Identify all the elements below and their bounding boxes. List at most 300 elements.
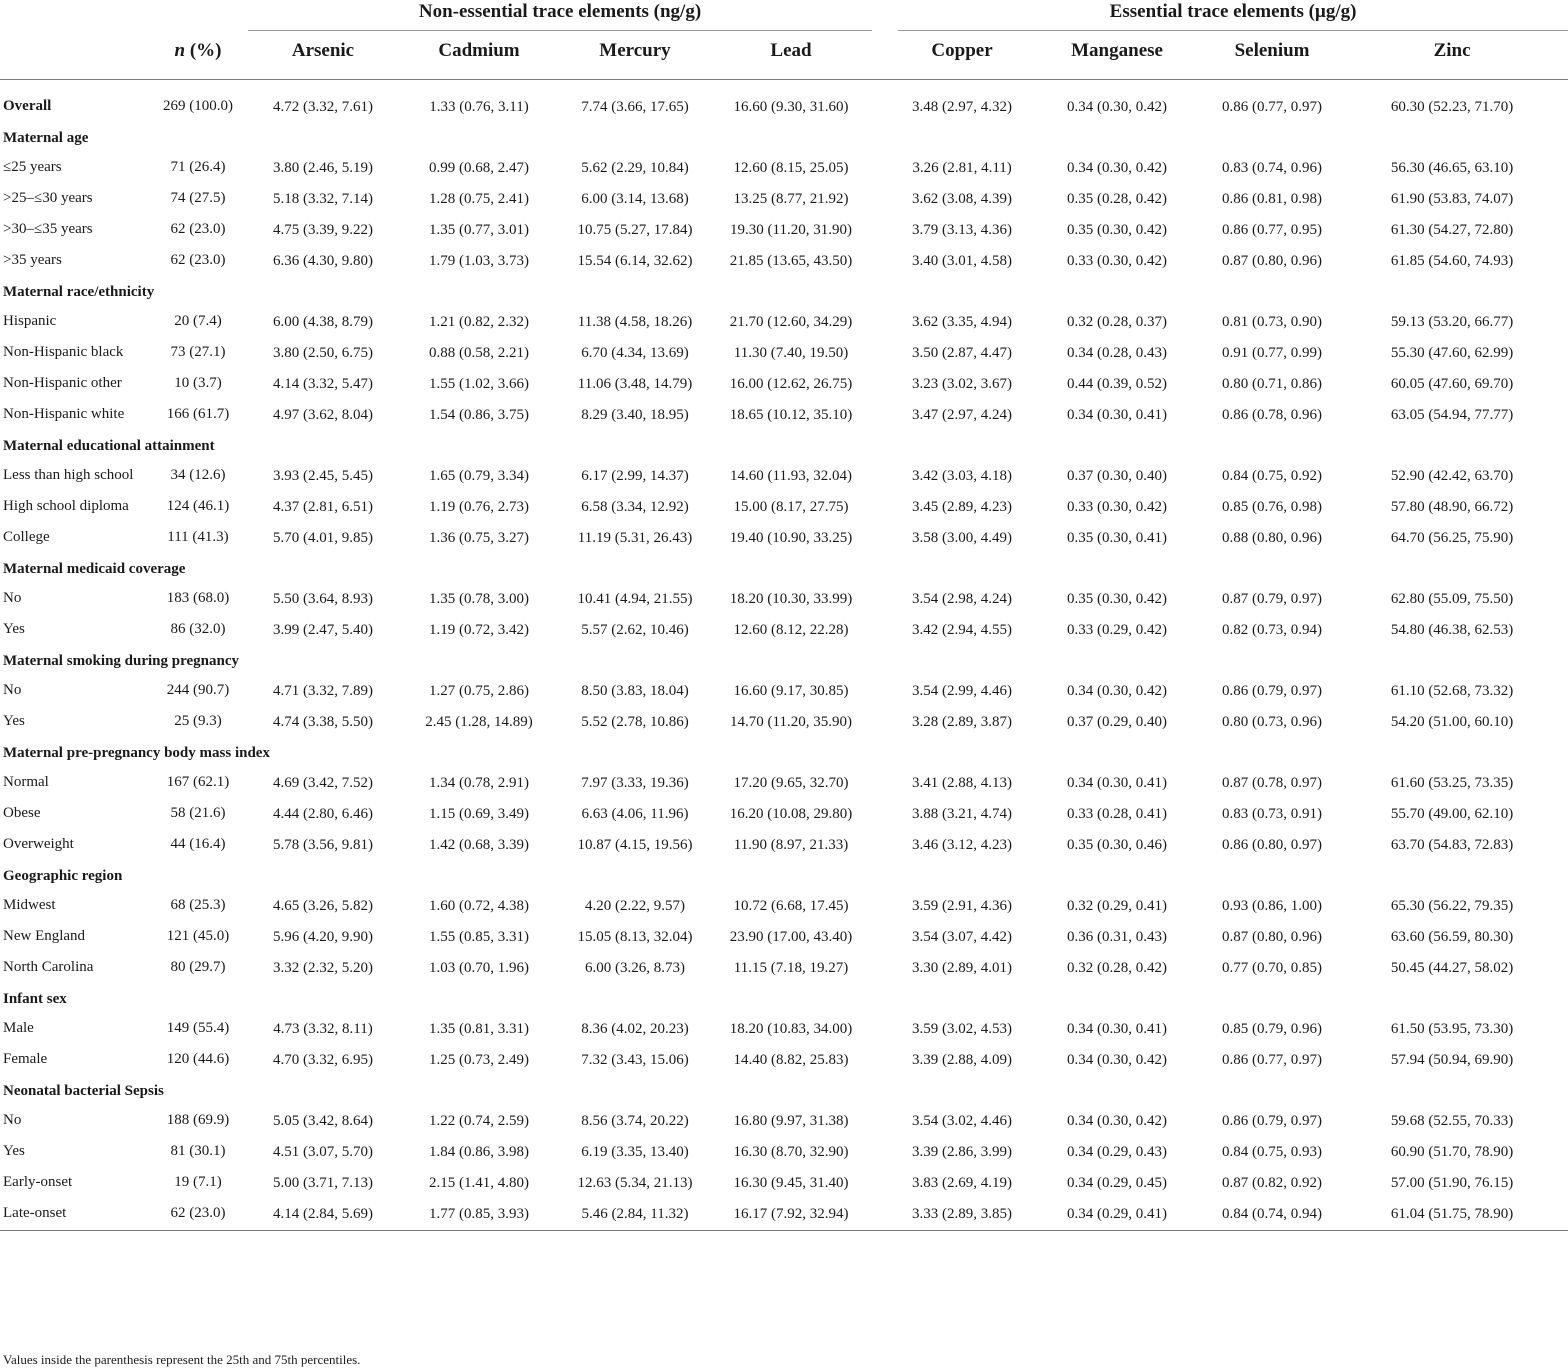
table-row xyxy=(0,922,1568,953)
table-row xyxy=(0,400,1568,431)
value-cell-selenium: 0.86 (0.77, 0.95) xyxy=(1222,222,1323,238)
value-cell-zinc: 59.13 (53.20, 66.77) xyxy=(1390,314,1514,330)
value-cell-cadmium: 1.03 (0.70, 1.96) xyxy=(429,960,529,976)
column-header-selenium: Selenium xyxy=(1208,31,1336,80)
table-row xyxy=(0,953,1568,984)
value-cell-cadmium: 1.19 (0.76, 2.73) xyxy=(429,499,529,515)
value-cell-manganese: 0.34 (0.30, 0.41) xyxy=(1067,407,1168,423)
value-cell-arsenic: 4.37 (2.81, 6.51) xyxy=(273,499,373,515)
value-cell-manganese: 0.35 (0.30, 0.42) xyxy=(1067,222,1168,238)
column-spacer xyxy=(872,615,898,646)
value-cell-manganese: 0.34 (0.30, 0.42) xyxy=(1067,99,1168,115)
column-header-cadmium: Cadmium xyxy=(398,31,560,80)
value-cell-selenium: 0.80 (0.71, 0.86) xyxy=(1222,376,1323,392)
value-cell-copper: 3.54 (3.02, 4.46) xyxy=(912,1113,1013,1129)
value-cell-manganese: 0.35 (0.30, 0.41) xyxy=(1067,530,1168,546)
row-label: >30–≤35 years xyxy=(3,221,93,237)
value-cell-arsenic: 4.69 (3.42, 7.52) xyxy=(273,775,373,791)
column-spacer xyxy=(872,246,898,277)
value-cell-copper: 3.59 (3.02, 4.53) xyxy=(912,1021,1013,1037)
value-cell-selenium: 0.88 (0.80, 0.96) xyxy=(1222,530,1323,546)
value-cell-copper: 3.62 (3.08, 4.39) xyxy=(912,191,1013,207)
n-percent-cell: 25 (9.3) xyxy=(174,713,222,729)
value-cell-mercury: 7.74 (3.66, 17.65) xyxy=(581,99,689,115)
n-percent-cell: 120 (44.6) xyxy=(166,1051,230,1067)
value-cell-mercury: 6.70 (4.34, 13.69) xyxy=(581,345,689,361)
section-title: Maternal pre-pregnancy body mass index xyxy=(3,745,270,761)
value-cell-cadmium: 1.55 (1.02, 3.66) xyxy=(429,376,529,392)
column-spacer xyxy=(872,1014,898,1045)
value-cell-zinc: 50.45 (44.27, 58.02) xyxy=(1390,960,1514,976)
table-row xyxy=(0,492,1568,523)
section-title: Infant sex xyxy=(3,991,67,1007)
table-row xyxy=(0,461,1568,492)
value-cell-manganese: 0.34 (0.28, 0.43) xyxy=(1067,345,1168,361)
value-cell-lead: 13.25 (8.77, 21.92) xyxy=(733,191,849,207)
value-cell-zinc: 61.04 (51.75, 78.90) xyxy=(1336,1199,1568,1231)
column-spacer xyxy=(872,369,898,400)
section-header-row xyxy=(0,277,1568,307)
value-cell-manganese: 0.35 (0.30, 0.46) xyxy=(1067,837,1168,853)
column-spacer xyxy=(872,338,898,369)
value-cell-zinc: 63.60 (56.59, 80.30) xyxy=(1390,929,1514,945)
n-percent-cell: 183 (68.0) xyxy=(166,590,230,606)
group-header-essential: Essential trace elements (µg/g) xyxy=(898,0,1568,31)
value-cell-zinc: 62.80 (55.09, 75.50) xyxy=(1390,591,1514,607)
value-cell-cadmium: 1.84 (0.86, 3.98) xyxy=(429,1144,529,1160)
value-cell-mercury: 6.19 (3.35, 13.40) xyxy=(581,1144,689,1160)
table-row xyxy=(0,584,1568,615)
table-row xyxy=(0,1014,1568,1045)
section-header-row xyxy=(0,554,1568,584)
value-cell-lead: 12.60 (8.12, 22.28) xyxy=(733,622,849,638)
row-label: Late-onset xyxy=(0,1199,148,1231)
table-row xyxy=(0,615,1568,646)
n-percent-cell: 244 (90.7) xyxy=(166,682,230,698)
value-cell-cadmium: 1.33 (0.76, 3.11) xyxy=(429,99,529,115)
value-cell-manganese: 0.33 (0.29, 0.42) xyxy=(1067,622,1168,638)
value-cell-copper: 3.33 (2.89, 3.85) xyxy=(898,1199,1026,1231)
value-cell-copper: 3.88 (3.21, 4.74) xyxy=(912,806,1013,822)
column-spacer xyxy=(872,215,898,246)
row-label: Midwest xyxy=(3,897,56,913)
value-cell-arsenic: 4.14 (3.32, 5.47) xyxy=(273,376,373,392)
value-cell-copper: 3.42 (2.94, 4.55) xyxy=(912,622,1013,638)
value-cell-mercury: 10.41 (4.94, 21.55) xyxy=(577,591,693,607)
value-cell-manganese: 0.35 (0.30, 0.42) xyxy=(1067,591,1168,607)
value-cell-copper: 3.30 (2.89, 4.01) xyxy=(912,960,1013,976)
value-cell-selenium: 0.87 (0.80, 0.96) xyxy=(1222,253,1323,269)
value-cell-zinc: 55.70 (49.00, 62.10) xyxy=(1390,806,1514,822)
section-title: Neonatal bacterial Sepsis xyxy=(3,1083,164,1099)
table-row xyxy=(0,1106,1568,1137)
value-cell-lead: 14.40 (8.82, 25.83) xyxy=(733,1052,849,1068)
value-cell-cadmium: 1.79 (1.03, 3.73) xyxy=(429,253,529,269)
row-label: High school diploma xyxy=(3,498,129,514)
value-cell-cadmium: 1.55 (0.85, 3.31) xyxy=(429,929,529,945)
row-label: No xyxy=(3,1112,22,1128)
value-cell-mercury: 8.36 (4.02, 20.23) xyxy=(581,1021,689,1037)
value-cell-zinc: 56.30 (46.65, 63.10) xyxy=(1390,160,1514,176)
value-cell-arsenic: 4.65 (3.26, 5.82) xyxy=(273,898,373,914)
value-cell-lead: 11.15 (7.18, 19.27) xyxy=(733,960,849,976)
value-cell-mercury: 10.75 (5.27, 17.84) xyxy=(577,222,693,238)
n-percent-cell: 62 (23.0) xyxy=(170,252,226,268)
value-cell-selenium: 0.86 (0.77, 0.97) xyxy=(1222,99,1323,115)
row-label: Yes xyxy=(3,621,25,637)
value-cell-manganese: 0.33 (0.30, 0.42) xyxy=(1067,499,1168,515)
value-cell-manganese: 0.44 (0.39, 0.52) xyxy=(1067,376,1168,392)
value-cell-cadmium: 1.22 (0.74, 2.59) xyxy=(429,1113,529,1129)
column-spacer xyxy=(872,400,898,431)
value-cell-mercury: 10.87 (4.15, 19.56) xyxy=(577,837,693,853)
value-cell-mercury: 4.20 (2.22, 9.57) xyxy=(585,898,685,914)
n-percent-cell: 73 (27.1) xyxy=(170,344,226,360)
value-cell-selenium: 0.86 (0.79, 0.97) xyxy=(1222,683,1323,699)
value-cell-copper: 3.54 (2.98, 4.24) xyxy=(912,591,1013,607)
row-label: Early-onset xyxy=(3,1174,73,1190)
value-cell-copper: 3.62 (3.35, 4.94) xyxy=(912,314,1013,330)
section-title: Maternal smoking during pregnancy xyxy=(3,653,239,669)
row-label: Non-Hispanic black xyxy=(3,344,124,360)
n-percent-cell: 149 (55.4) xyxy=(166,1020,230,1036)
value-cell-zinc: 61.60 (53.25, 73.35) xyxy=(1390,775,1514,791)
n-percent-cell: 20 (7.4) xyxy=(174,313,222,329)
value-cell-zinc: 61.10 (52.68, 73.32) xyxy=(1390,683,1514,699)
value-cell-mercury: 5.57 (2.62, 10.46) xyxy=(581,622,689,638)
n-percent-cell: 44 (16.4) xyxy=(170,836,226,852)
value-cell-copper: 3.50 (2.87, 4.47) xyxy=(912,345,1013,361)
n-percent-cell: 166 (61.7) xyxy=(166,406,230,422)
n-percent-cell: 74 (27.5) xyxy=(170,190,226,206)
value-cell-zinc: 63.05 (54.94, 77.77) xyxy=(1390,407,1514,423)
value-cell-mercury: 11.06 (3.48, 14.79) xyxy=(577,376,693,392)
n-percent-cell: 71 (26.4) xyxy=(170,159,226,175)
value-cell-selenium: 0.85 (0.79, 0.96) xyxy=(1222,1021,1323,1037)
table-row xyxy=(0,80,1568,124)
value-cell-lead: 17.20 (9.65, 32.70) xyxy=(733,775,849,791)
value-cell-mercury: 12.63 (5.34, 21.13) xyxy=(577,1175,693,1191)
value-cell-lead: 18.65 (10.12, 35.10) xyxy=(729,407,853,423)
value-cell-selenium: 0.84 (0.75, 0.92) xyxy=(1222,468,1323,484)
row-label: ≤25 years xyxy=(3,159,62,175)
value-cell-arsenic: 4.74 (3.38, 5.50) xyxy=(273,714,373,730)
value-cell-arsenic: 6.36 (4.30, 9.80) xyxy=(273,253,373,269)
table-row xyxy=(0,153,1568,184)
value-cell-arsenic: 5.78 (3.56, 9.81) xyxy=(273,837,373,853)
row-label: Male xyxy=(3,1020,34,1036)
value-cell-arsenic: 3.80 (2.50, 6.75) xyxy=(273,345,373,361)
value-cell-copper: 3.26 (2.81, 4.11) xyxy=(912,160,1012,176)
value-cell-arsenic: 5.00 (3.71, 7.13) xyxy=(273,1175,373,1191)
value-cell-zinc: 61.85 (54.60, 74.93) xyxy=(1390,253,1514,269)
value-cell-manganese: 0.34 (0.30, 0.42) xyxy=(1067,1113,1168,1129)
n-percent-cell: 167 (62.1) xyxy=(166,774,230,790)
value-cell-mercury: 6.00 (3.26, 8.73) xyxy=(585,960,685,976)
row-label: New England xyxy=(3,928,86,944)
value-cell-lead: 16.00 (12.62, 26.75) xyxy=(729,376,853,392)
row-label: No xyxy=(3,682,22,698)
value-cell-lead: 18.20 (10.30, 33.99) xyxy=(729,591,853,607)
value-cell-arsenic: 4.72 (3.32, 7.61) xyxy=(273,99,373,115)
value-cell-selenium: 0.87 (0.80, 0.96) xyxy=(1222,929,1323,945)
value-cell-lead: 16.30 (8.70, 32.90) xyxy=(733,1144,849,1160)
row-label: >35 years xyxy=(3,252,62,268)
value-cell-arsenic: 4.51 (3.07, 5.70) xyxy=(273,1144,373,1160)
value-cell-mercury: 5.52 (2.78, 10.86) xyxy=(581,714,689,730)
row-label: Yes xyxy=(3,713,25,729)
value-cell-zinc: 57.94 (50.94, 69.90) xyxy=(1390,1052,1514,1068)
value-cell-copper: 3.42 (3.03, 4.18) xyxy=(912,468,1013,484)
value-cell-cadmium: 1.54 (0.86, 3.75) xyxy=(429,407,529,423)
table-row xyxy=(0,891,1568,922)
value-cell-cadmium: 0.88 (0.58, 2.21) xyxy=(429,345,529,361)
n-percent-cell: 121 (45.0) xyxy=(166,928,230,944)
column-header-zinc: Zinc xyxy=(1336,31,1568,80)
value-cell-mercury: 8.29 (3.40, 18.95) xyxy=(581,407,689,423)
value-cell-manganese: 0.32 (0.29, 0.41) xyxy=(1067,898,1168,914)
header-column-row xyxy=(0,31,1568,80)
value-cell-cadmium: 1.77 (0.85, 3.93) xyxy=(398,1199,560,1231)
value-cell-arsenic: 3.99 (2.47, 5.40) xyxy=(273,622,373,638)
value-cell-cadmium: 1.19 (0.72, 3.42) xyxy=(429,622,529,638)
value-cell-mercury: 6.00 (3.14, 13.68) xyxy=(581,191,689,207)
section-header-row xyxy=(0,123,1568,153)
value-cell-manganese: 0.34 (0.30, 0.42) xyxy=(1067,1052,1168,1068)
column-spacer xyxy=(872,184,898,215)
value-cell-arsenic: 3.32 (2.32, 5.20) xyxy=(273,960,373,976)
section-title: Geographic region xyxy=(3,868,123,884)
n-percent-cell: 111 (41.3) xyxy=(167,529,229,545)
value-cell-selenium: 0.86 (0.79, 0.97) xyxy=(1222,1113,1323,1129)
value-cell-arsenic: 5.50 (3.64, 8.93) xyxy=(273,591,373,607)
n-percent-cell: 188 (69.9) xyxy=(166,1112,230,1128)
row-label: Hispanic xyxy=(3,313,57,329)
n-percent-cell: 10 (3.7) xyxy=(174,375,222,391)
column-header-mercury: Mercury xyxy=(560,31,710,80)
column-header-copper: Copper xyxy=(898,31,1026,80)
value-cell-copper: 3.28 (2.89, 3.87) xyxy=(912,714,1013,730)
value-cell-lead: 16.60 (9.30, 31.60) xyxy=(733,99,849,115)
table-row xyxy=(0,215,1568,246)
table-row xyxy=(0,768,1568,799)
column-spacer xyxy=(872,1045,898,1076)
value-cell-selenium: 0.86 (0.81, 0.98) xyxy=(1222,191,1323,207)
value-cell-lead: 11.30 (7.40, 19.50) xyxy=(733,345,849,361)
table-row xyxy=(0,523,1568,554)
value-cell-mercury: 8.50 (3.83, 18.04) xyxy=(581,683,689,699)
value-cell-manganese: 0.37 (0.29, 0.40) xyxy=(1067,714,1168,730)
value-cell-selenium: 0.82 (0.73, 0.94) xyxy=(1222,622,1323,638)
column-spacer xyxy=(872,768,898,799)
table-row xyxy=(0,676,1568,707)
value-cell-selenium: 0.84 (0.75, 0.93) xyxy=(1222,1144,1323,1160)
row-label: Normal xyxy=(3,774,49,790)
group-header-nonessential: Non-essential trace elements (ng/g) xyxy=(248,0,872,31)
value-cell-zinc: 54.20 (51.00, 60.10) xyxy=(1390,714,1514,730)
value-cell-cadmium: 1.35 (0.81, 3.31) xyxy=(429,1021,529,1037)
value-cell-manganese: 0.34 (0.30, 0.41) xyxy=(1067,775,1168,791)
column-spacer xyxy=(872,1106,898,1137)
value-cell-cadmium: 0.99 (0.68, 2.47) xyxy=(429,160,529,176)
column-spacer xyxy=(872,1168,898,1199)
value-cell-copper: 3.83 (2.69, 4.19) xyxy=(912,1175,1013,1191)
table-body xyxy=(0,80,1568,1231)
value-cell-lead: 21.85 (13.65, 43.50) xyxy=(729,253,853,269)
n-percent-cell: 81 (30.1) xyxy=(170,1143,226,1159)
value-cell-lead: 12.60 (8.15, 25.05) xyxy=(733,160,849,176)
value-cell-zinc: 60.30 (52.23, 71.70) xyxy=(1390,99,1514,115)
value-cell-arsenic: 6.00 (4.38, 8.79) xyxy=(273,314,373,330)
table-row xyxy=(0,830,1568,861)
n-percent-cell: 58 (21.6) xyxy=(170,805,226,821)
column-spacer xyxy=(872,922,898,953)
value-cell-mercury: 7.97 (3.33, 19.36) xyxy=(581,775,689,791)
value-cell-manganese: 0.37 (0.30, 0.40) xyxy=(1067,468,1168,484)
value-cell-arsenic: 4.97 (3.62, 8.04) xyxy=(273,407,373,423)
value-cell-manganese: 0.35 (0.28, 0.42) xyxy=(1067,191,1168,207)
value-cell-mercury: 6.63 (4.06, 11.96) xyxy=(581,806,689,822)
value-cell-manganese: 0.34 (0.29, 0.43) xyxy=(1067,1144,1168,1160)
value-cell-zinc: 61.50 (53.95, 73.30) xyxy=(1390,1021,1514,1037)
column-spacer xyxy=(872,707,898,738)
table-footnote: Values inside the parenthesis represent the 25th and 75th percentiles. xyxy=(3,1352,361,1367)
value-cell-mercury: 6.17 (2.99, 14.37) xyxy=(581,468,689,484)
row-label: College xyxy=(3,529,50,545)
value-cell-copper: 3.79 (3.13, 4.36) xyxy=(912,222,1013,238)
value-cell-selenium: 0.83 (0.73, 0.91) xyxy=(1222,806,1323,822)
column-header-lead: Lead xyxy=(710,31,872,80)
value-cell-cadmium: 1.21 (0.82, 2.32) xyxy=(429,314,529,330)
value-cell-mercury: 15.54 (6.14, 32.62) xyxy=(577,253,693,269)
value-cell-cadmium: 1.35 (0.77, 3.01) xyxy=(429,222,529,238)
value-cell-cadmium: 1.36 (0.75, 3.27) xyxy=(429,530,529,546)
value-cell-mercury: 6.58 (3.34, 12.92) xyxy=(581,499,689,515)
value-cell-arsenic: 4.73 (3.32, 8.11) xyxy=(273,1021,373,1037)
value-cell-mercury: 5.62 (2.29, 10.84) xyxy=(581,160,689,176)
column-header-arsenic: Arsenic xyxy=(248,31,398,80)
n-percent-cell: 80 (29.7) xyxy=(170,959,226,975)
column-spacer xyxy=(872,799,898,830)
value-cell-mercury: 15.05 (8.13, 32.04) xyxy=(577,929,693,945)
table-row xyxy=(0,184,1568,215)
row-label: Less than high school xyxy=(3,467,134,483)
value-cell-manganese: 0.34 (0.29, 0.41) xyxy=(1026,1199,1208,1231)
value-cell-manganese: 0.32 (0.28, 0.42) xyxy=(1067,960,1168,976)
value-cell-selenium: 0.87 (0.82, 0.92) xyxy=(1222,1175,1323,1191)
value-cell-zinc: 63.70 (54.83, 72.83) xyxy=(1390,837,1514,853)
value-cell-arsenic: 4.70 (3.32, 6.95) xyxy=(273,1052,373,1068)
value-cell-cadmium: 2.15 (1.41, 4.80) xyxy=(429,1175,529,1191)
table-row xyxy=(0,307,1568,338)
table-row xyxy=(0,369,1568,400)
value-cell-zinc: 61.90 (53.83, 74.07) xyxy=(1390,191,1514,207)
column-spacer xyxy=(872,80,898,124)
column-spacer xyxy=(872,492,898,523)
value-cell-lead: 16.60 (9.17, 30.85) xyxy=(733,683,849,699)
value-cell-cadmium: 1.60 (0.72, 4.38) xyxy=(429,898,529,914)
value-cell-lead: 15.00 (8.17, 27.75) xyxy=(733,499,849,515)
n-percent-cell: 19 (7.1) xyxy=(174,1174,222,1190)
column-spacer xyxy=(872,676,898,707)
section-title: Maternal race/ethnicity xyxy=(3,284,155,300)
value-cell-arsenic: 5.96 (4.20, 9.90) xyxy=(273,929,373,945)
value-cell-lead: 23.90 (17.00, 43.40) xyxy=(729,929,853,945)
value-cell-manganese: 0.33 (0.30, 0.42) xyxy=(1067,253,1168,269)
section-header-row xyxy=(0,646,1568,676)
value-cell-mercury: 11.38 (4.58, 18.26) xyxy=(577,314,693,330)
value-cell-lead: 19.40 (10.90, 33.25) xyxy=(729,530,853,546)
column-spacer xyxy=(872,461,898,492)
value-cell-manganese: 0.34 (0.30, 0.42) xyxy=(1067,160,1168,176)
value-cell-lead: 14.60 (11.93, 32.04) xyxy=(730,468,852,484)
value-cell-cadmium: 1.15 (0.69, 3.49) xyxy=(429,806,529,822)
value-cell-zinc: 55.30 (47.60, 62.99) xyxy=(1390,345,1514,361)
value-cell-cadmium: 1.42 (0.68, 3.39) xyxy=(429,837,529,853)
value-cell-selenium: 0.87 (0.78, 0.97) xyxy=(1222,775,1323,791)
value-cell-cadmium: 2.45 (1.28, 14.89) xyxy=(425,714,533,730)
value-cell-copper: 3.47 (2.97, 4.24) xyxy=(912,407,1013,423)
value-cell-zinc: 57.00 (51.90, 76.15) xyxy=(1390,1175,1514,1191)
row-label: Non-Hispanic white xyxy=(3,406,125,422)
section-title: Maternal medicaid coverage xyxy=(3,561,186,577)
value-cell-manganese: 0.34 (0.29, 0.45) xyxy=(1067,1175,1168,1191)
section-header-row xyxy=(0,861,1568,891)
value-cell-selenium: 0.84 (0.74, 0.94) xyxy=(1208,1199,1336,1231)
value-cell-manganese: 0.36 (0.31, 0.43) xyxy=(1067,929,1168,945)
value-cell-cadmium: 1.28 (0.75, 2.41) xyxy=(429,191,529,207)
n-percent-cell: 62 (23.0) xyxy=(170,221,226,237)
value-cell-zinc: 61.30 (54.27, 72.80) xyxy=(1390,222,1514,238)
value-cell-arsenic: 4.14 (2.84, 5.69) xyxy=(248,1199,398,1231)
row-label: Overall xyxy=(3,98,52,114)
value-cell-lead: 16.80 (9.97, 31.38) xyxy=(733,1113,849,1129)
column-spacer xyxy=(872,1199,898,1231)
value-cell-zinc: 64.70 (56.25, 75.90) xyxy=(1390,530,1514,546)
row-label: Non-Hispanic other xyxy=(3,375,122,391)
value-cell-arsenic: 5.05 (3.42, 8.64) xyxy=(273,1113,373,1129)
table-row xyxy=(0,1137,1568,1168)
value-cell-copper: 3.54 (2.99, 4.46) xyxy=(912,683,1013,699)
value-cell-lead: 19.30 (11.20, 31.90) xyxy=(730,222,852,238)
value-cell-selenium: 0.81 (0.73, 0.90) xyxy=(1222,314,1323,330)
value-cell-selenium: 0.91 (0.77, 0.99) xyxy=(1222,345,1323,361)
value-cell-selenium: 0.80 (0.73, 0.96) xyxy=(1222,714,1323,730)
value-cell-manganese: 0.33 (0.28, 0.41) xyxy=(1067,806,1168,822)
value-cell-lead: 18.20 (10.83, 34.00) xyxy=(729,1021,853,1037)
n-percent-cell: 269 (100.0) xyxy=(163,98,233,114)
table-row xyxy=(0,1045,1568,1076)
value-cell-lead: 16.20 (10.08, 29.80) xyxy=(729,806,853,822)
table-row xyxy=(0,1168,1568,1199)
table-row xyxy=(0,799,1568,830)
n-percent-cell: 68 (25.3) xyxy=(170,897,226,913)
section-title: Maternal educational attainment xyxy=(3,438,215,454)
value-cell-manganese: 0.32 (0.28, 0.37) xyxy=(1067,314,1168,330)
row-label: North Carolina xyxy=(3,959,94,975)
table-row xyxy=(0,1199,1568,1231)
value-cell-copper: 3.39 (2.88, 4.09) xyxy=(912,1052,1013,1068)
value-cell-mercury: 5.46 (2.84, 11.32) xyxy=(560,1199,710,1231)
value-cell-zinc: 59.68 (52.55, 70.33) xyxy=(1390,1113,1514,1129)
value-cell-copper: 3.41 (2.88, 4.13) xyxy=(912,775,1013,791)
value-cell-zinc: 54.80 (46.38, 62.53) xyxy=(1390,622,1514,638)
value-cell-copper: 3.58 (3.00, 4.49) xyxy=(912,530,1013,546)
value-cell-mercury: 7.32 (3.43, 15.06) xyxy=(581,1052,689,1068)
column-spacer xyxy=(872,891,898,922)
value-cell-lead: 21.70 (12.60, 34.29) xyxy=(729,314,853,330)
row-label: Yes xyxy=(3,1143,25,1159)
